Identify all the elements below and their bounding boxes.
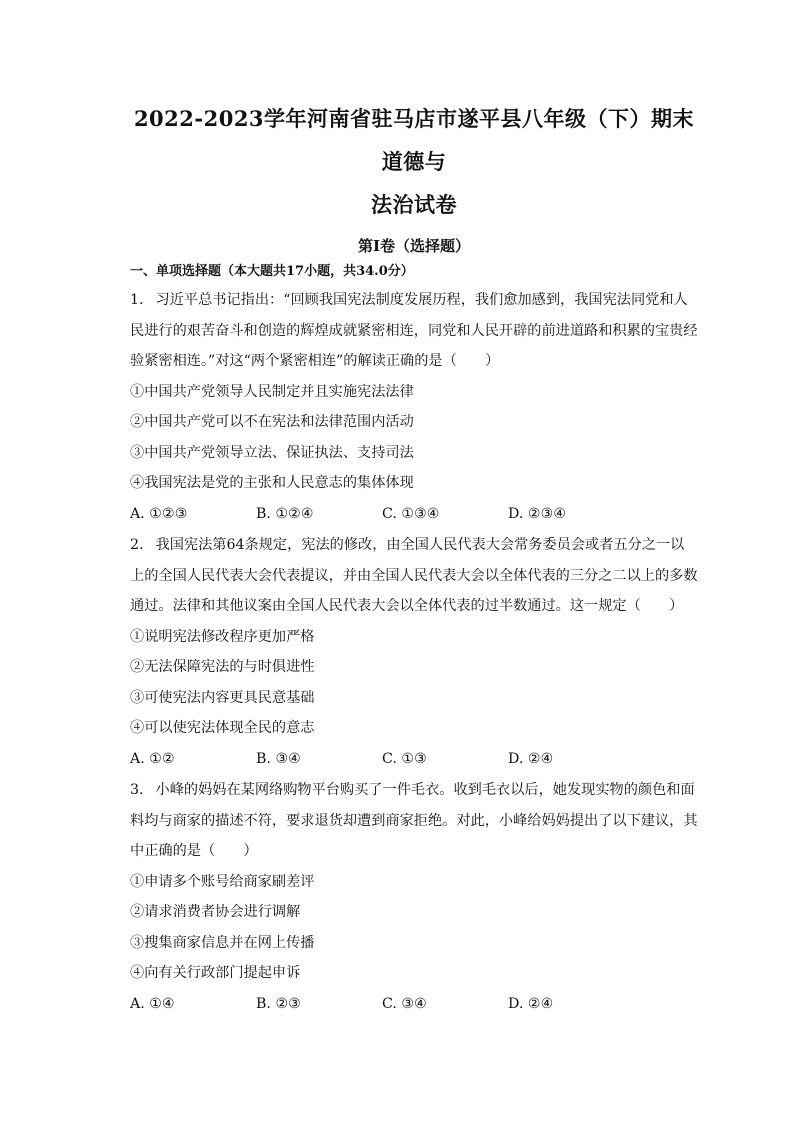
choice-c: C. ①③ (382, 750, 427, 767)
statement-option: ④可以使宪法体现全民的意志 (130, 720, 315, 736)
statement-option: ③搜集商家信息并在网上传播 (130, 934, 315, 951)
question-stem (130, 285, 698, 377)
question-text: 小峰的妈妈在某网络购物平台购买了一件毛衣。收到毛衣以后，她发现实物的颜色和面料均与商家的描述不符，要求退货却遭到商家拒绝。对此，小峰给妈妈提出了以下建议，其中正确的是（ ） (130, 782, 698, 859)
statement-option: ④向有关行政部门提起申诉 (130, 965, 301, 981)
choice-b: B. ①②④ (256, 505, 314, 522)
answer-choices (130, 989, 698, 1020)
statement-option: ④我国宪法是党的主张和人民意志的集体体现 (130, 475, 414, 491)
question-1 (130, 285, 698, 529)
choice-a: A. ①② (130, 750, 175, 767)
choice-c: C. ①③④ (382, 505, 440, 522)
question-3 (130, 775, 698, 1019)
exam-title-line2: 法治试卷 (371, 192, 457, 217)
statement-option: ①说明宪法修改程序更加严格 (130, 628, 315, 645)
question-stem (130, 530, 698, 622)
question-number: 3. (130, 782, 144, 798)
choice-d: D. ②④ (508, 995, 554, 1012)
choice-d: D. ②④ (508, 750, 554, 767)
choice-c: C. ③④ (382, 995, 427, 1012)
choice-a: A. ①②③ (130, 505, 188, 522)
part-title: 一、单项选择题（本大题共17小题，共34.0分） (130, 264, 414, 279)
statement-option: ①中国共产党领导人民制定并且实施宪法法律 (130, 383, 414, 400)
statement-option: ①申请多个账号给商家刷差评 (130, 873, 315, 890)
answer-choices (130, 744, 698, 775)
statement-option: ②无法保障宪法的与时俱进性 (130, 659, 315, 675)
question-2 (130, 530, 698, 774)
statement-option: ③中国共产党领导立法、保证执法、支持司法 (130, 444, 414, 461)
exam-title-line1: 2022-2023学年河南省驻马店市遂平县八年级（下）期末道德与 (133, 106, 695, 174)
question-stem (130, 775, 698, 867)
statement-option: ③可使宪法内容更具民意基础 (130, 689, 315, 706)
answer-choices (130, 499, 698, 530)
statement-option: ②中国共产党可以不在宪法和法律范围内活动 (130, 414, 414, 430)
choice-b: B. ②③ (256, 995, 301, 1012)
question-number: 1. (130, 292, 144, 308)
exam-title (130, 0, 698, 226)
choice-a: A. ①④ (130, 995, 175, 1012)
section-title: 第Ⅰ卷（选择题） (357, 237, 471, 255)
choice-b: B. ③④ (256, 750, 301, 767)
question-number: 2. (130, 537, 144, 553)
statement-option: ②请求消费者协会进行调解 (130, 904, 301, 920)
question-text: 我国宪法第64条规定，宪法的修改，由全国人民代表大会常务委员会或者五分之一以上的全国人民代表大会代表提议，并由全国人民代表大会以全体代表的三分之二以上的多数通过。法律和其他议案由全国人民代表大会以全体代表的过半数通过。这一规定（ ） (130, 537, 698, 614)
question-text: 习近平总书记指出：“回顾我国宪法制度发展历程，我们愈加感到，我国宪法同党和人民进行的艰苦奋斗和创造的辉煌成就紧密相连，同党和人民开辟的前进道路和积累的宝贵经验紧密相连。”对这“两个紧密相连”的解读正确的是（ ） (130, 292, 698, 369)
choice-d: D. ②③④ (508, 505, 567, 522)
